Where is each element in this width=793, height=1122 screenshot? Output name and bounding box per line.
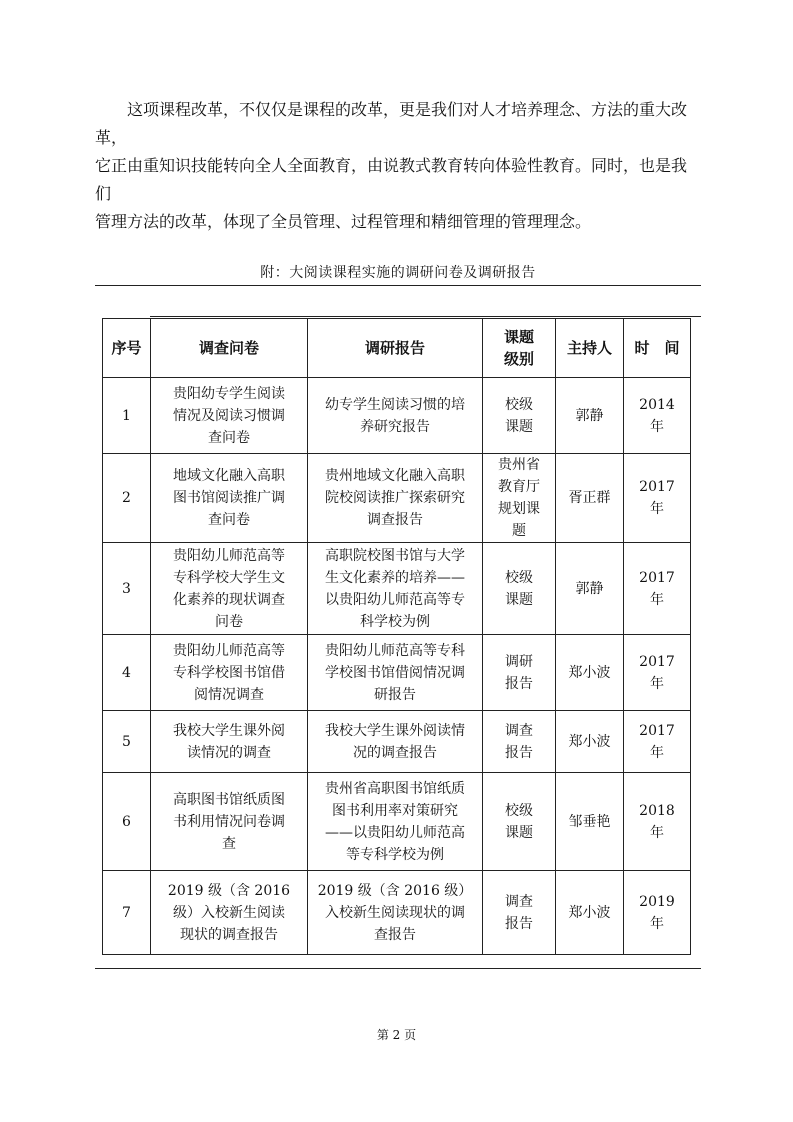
table-row	[103, 543, 691, 635]
cell-year: 2018 年	[624, 773, 691, 871]
cell-report: 贵州地域文化融入高职 院校阅读推广探索研究 调查报告	[308, 454, 483, 543]
cell-level: 校级 课题	[483, 773, 556, 871]
table-row	[103, 871, 691, 955]
cell-year: 2014 年	[624, 378, 691, 454]
table-header-row	[103, 319, 691, 378]
header-time: 时 间	[624, 319, 691, 378]
cell-host: 郭静	[556, 543, 624, 635]
cell-year: 2017 年	[624, 454, 691, 543]
table-row	[103, 773, 691, 871]
survey-report-table	[102, 318, 691, 955]
cell-number: 1	[103, 378, 151, 454]
cell-survey: 我校大学生课外阅 读情况的调查	[151, 711, 308, 773]
cell-report: 贵阳幼儿师范高等专科 学校图书馆借阅情况调 研报告	[308, 635, 483, 711]
cell-number: 2	[103, 454, 151, 543]
intro-paragraph	[95, 96, 701, 236]
cell-host: 郑小波	[556, 871, 624, 955]
cell-report: 贵州省高职图书馆纸质 图书利用率对策研究 ——以贵阳幼儿师范高 等专科学校为例	[308, 773, 483, 871]
table-row	[103, 454, 691, 543]
cell-number: 4	[103, 635, 151, 711]
table-row	[103, 711, 691, 773]
header-number: 序号	[103, 319, 151, 378]
table-row	[103, 635, 691, 711]
cell-survey: 高职图书馆纸质图 书利用情况问卷调 查	[151, 773, 308, 871]
header-level: 课题 级别	[483, 319, 556, 378]
intro-line-3: 管理方法的改革，体现了全员管理、过程管理和精细管理的管理理念。	[95, 212, 592, 231]
header-survey: 调查问卷	[151, 319, 308, 378]
cell-year: 2019 年	[624, 871, 691, 955]
cell-level: 校级 课题	[483, 378, 556, 454]
cell-host: 郑小波	[556, 635, 624, 711]
caption-rule	[95, 285, 701, 286]
cell-number: 3	[103, 543, 151, 635]
table-bottom-rule	[95, 968, 701, 969]
cell-year: 2017 年	[624, 711, 691, 773]
table-row	[103, 378, 691, 454]
cell-report: 2019 级（含 2016 级） 入校新生阅读现状的调 查报告	[308, 871, 483, 955]
header-report: 调研报告	[308, 319, 483, 378]
cell-year: 2017 年	[624, 543, 691, 635]
cell-host: 郭静	[556, 378, 624, 454]
cell-year: 2017 年	[624, 635, 691, 711]
cell-level: 贵州省 教育厅 规划课 题	[483, 454, 556, 543]
intro-line-1: 这项课程改革，不仅仅是课程的改革，更是我们对人才培养理念、方法的重大改革，	[95, 100, 688, 147]
cell-host: 郑小波	[556, 711, 624, 773]
cell-survey: 贵阳幼儿师范高等 专科学校图书馆借 阅情况调查	[151, 635, 308, 711]
cell-survey: 贵阳幼专学生阅读 情况及阅读习惯调 查问卷	[151, 378, 308, 454]
header-host: 主持人	[556, 319, 624, 378]
cell-report: 高职院校图书馆与大学 生文化素养的培养—— 以贵阳幼儿师范高等专 科学校为例	[308, 543, 483, 635]
cell-report: 幼专学生阅读习惯的培 养研究报告	[308, 378, 483, 454]
page-number: 第 2 页	[376, 1028, 417, 1042]
cell-level: 调查 报告	[483, 711, 556, 773]
cell-report: 我校大学生课外阅读情 况的调查报告	[308, 711, 483, 773]
cell-host: 邹垂艳	[556, 773, 624, 871]
cell-level: 校级 课题	[483, 543, 556, 635]
intro-line-2: 它正由重知识技能转向全人全面教育，由说教式教育转向体验性教育。同时，也是我们	[95, 156, 688, 203]
cell-level: 调查 报告	[483, 871, 556, 955]
cell-host: 胥正群	[556, 454, 624, 543]
table-caption: 附：大阅读课程实施的调研问卷及调研报告	[260, 265, 536, 281]
cell-number: 7	[103, 871, 151, 955]
cell-survey: 2019 级（含 2016 级）入校新生阅读 现状的调查报告	[151, 871, 308, 955]
cell-level: 调研 报告	[483, 635, 556, 711]
cell-number: 5	[103, 711, 151, 773]
cell-survey: 地域文化融入高职 图书馆阅读推广调 查问卷	[151, 454, 308, 543]
table-top-stub-line	[150, 316, 701, 317]
cell-survey: 贵阳幼儿师范高等 专科学校大学生文 化素养的现状调查 问卷	[151, 543, 308, 635]
cell-number: 6	[103, 773, 151, 871]
